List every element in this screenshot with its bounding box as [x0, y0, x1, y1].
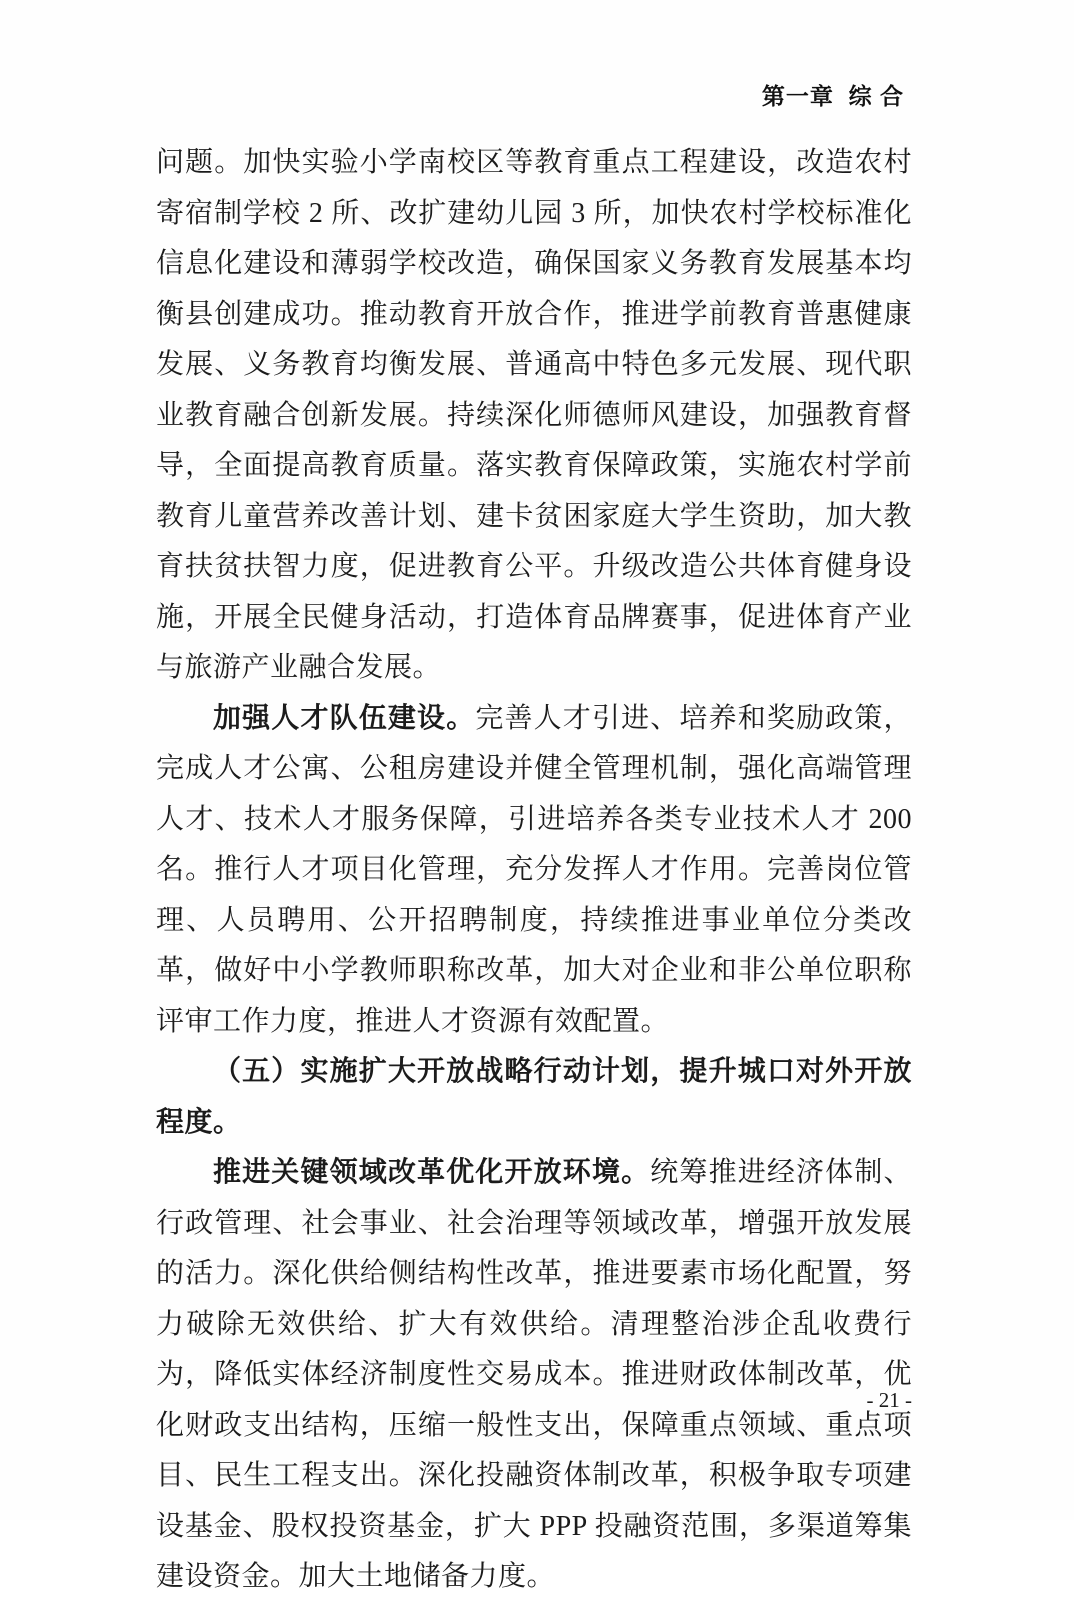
page-number: - 21 -	[866, 1388, 912, 1412]
paragraph-talent	[156, 694, 912, 1048]
paragraph-section-five-heading	[156, 1047, 912, 1148]
page-body	[156, 138, 912, 1603]
paragraph-talent-lead: 加强人才队伍建设。	[213, 702, 476, 734]
paragraph-reform	[156, 1148, 912, 1603]
paragraph-education-text: 问题。加快实验小学南校区等教育重点工程建设，改造农村寄宿制学校 2 所、改扩建幼儿园 3 所，加快农村学校标准化信息化建设和薄弱学校改造，确保国家义务教育发展基本均衡县创建成功。推动教育开放合作，推进学前教育普惠健康发展、义务教育均衡发展、普通高中特色多元发展、现代职业教育融合创新发展。持续深化师德师风建设，加强教育督导，全面提高教育质量。落实教育保障政策，实施农村学前教育儿童营养改善计划、建卡贫困家庭大学生资助，加大教育扶贫扶智力度，促进教育公平。升级改造公共体育健身设施，开展全民健身活动，打造体育品牌赛事，促进体育产业与旅游产业融合发展。	[156, 147, 912, 683]
chapter-header: 第一章 综 合	[761, 83, 904, 109]
paragraph-reform-text: 统筹推进经济体制、行政管理、社会事业、社会治理等领域改革，增强开放发展的活力。深化供给侧结构性改革，推进要素市场化配置，努力破除无效供给、扩大有效供给。清理整治涉企乱收费行为，降低实体经济制度性交易成本。推进财政体制改革，优化财政支出结构，压缩一般性支出，保障重点领域、重点项目、民生工程支出。深化投融资体制改革，积极争取专项建设基金、股权投资基金，扩大 PPP 投融资范围，多渠道筹集建设资金。加大土地储备力度。	[156, 1157, 912, 1592]
paragraph-talent-text: 完善人才引进、培养和奖励政策，完成人才公寓、公租房建设并健全管理机制，强化高端管理人才、技术人才服务保障，引进培养各类专业技术人才 200 名。推行人才项目化管理，充分发挥人才作用。完善岗位管理、人员聘用、公开招聘制度，持续推进事业单位分类改革，做好中小学教师职称改革，加大对企业和非公单位职称评审工作力度，推进人才资源有效配置。	[156, 702, 912, 1037]
paragraph-education	[156, 138, 912, 694]
paragraph-reform-lead: 推进关键领域改革优化开放环境。	[213, 1157, 651, 1188]
paragraph-section-five-heading-text: （五）实施扩大开放战略行动计划，提升城口对外开放程度。	[156, 1056, 912, 1138]
